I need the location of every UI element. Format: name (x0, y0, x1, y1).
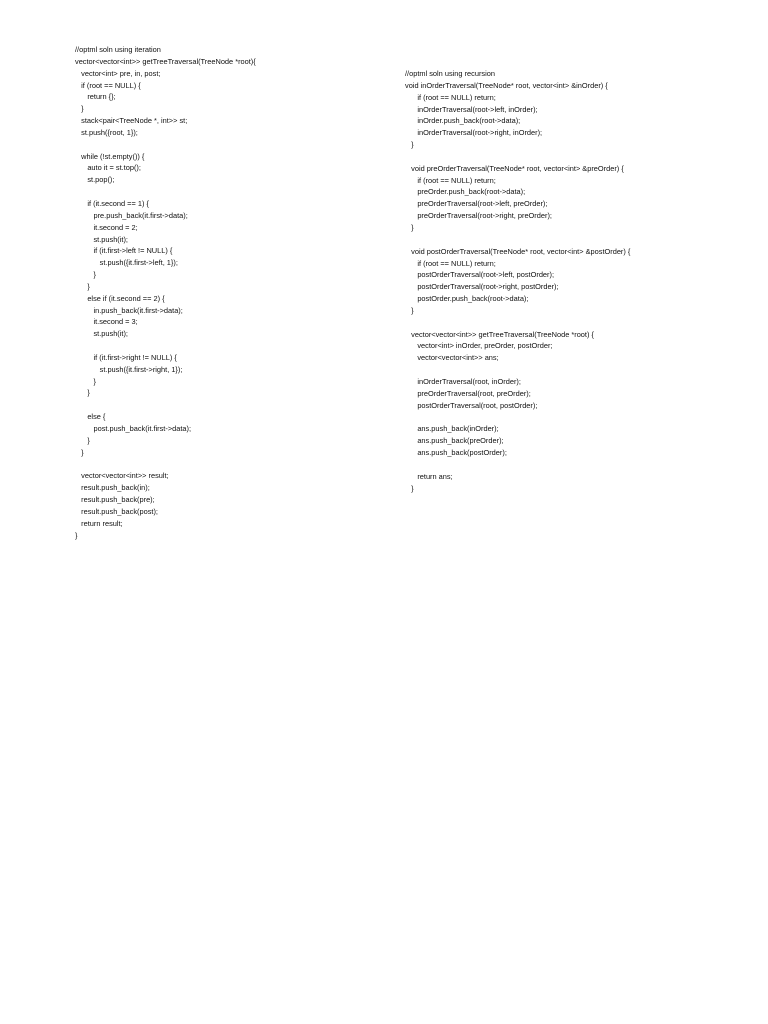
code-line: else if (it.second == 2) { (75, 293, 165, 303)
code-line: //optml soln using recursion (405, 69, 495, 78)
code-line: post.push_back(it.first->data); (75, 424, 192, 433)
code-line: vector<int> inOrder, preOrder, postOrder; (405, 341, 553, 351)
code-line: } (75, 270, 96, 280)
code-line (405, 317, 630, 329)
code-line (405, 411, 630, 423)
code-line (75, 186, 256, 198)
code-line (405, 234, 630, 246)
code-line: vector<vector<int>> getTreeTraversal(TreeNode *root) { (405, 329, 594, 339)
code-line: else { (75, 412, 106, 422)
recursive-code-block (405, 68, 630, 494)
code-line: it.second = 3; (75, 317, 138, 327)
code-line: if (it.first->right != NULL) { (75, 352, 177, 362)
code-line: } (75, 388, 90, 398)
code-line (405, 459, 630, 471)
code-line: it.second = 2; (75, 222, 138, 232)
code-line: preOrderTraversal(root, preOrder); (405, 388, 531, 398)
code-line: vector<vector<int>> ans; (405, 353, 499, 363)
code-line: } (405, 222, 414, 232)
code-line (405, 151, 630, 163)
code-line (75, 340, 256, 352)
code-line: while (!st.empty()) { (75, 151, 145, 161)
code-line: } (405, 140, 414, 150)
code-line (75, 139, 256, 151)
code-line: if (it.second == 1) { (75, 198, 149, 208)
code-line: in.push_back(it.first->data); (75, 305, 183, 315)
code-line: } (75, 281, 90, 291)
code-line: postOrderTraversal(root->left, postOrder); (405, 270, 555, 280)
code-line: ans.push_back(inOrder); (405, 424, 499, 434)
code-line (75, 459, 256, 471)
code-line: } (75, 376, 96, 386)
code-line: inOrderTraversal(root->right, inOrder); (405, 128, 543, 138)
code-line: stack<pair<TreeNode *, int>> st; (75, 116, 188, 126)
code-line: vector<vector<int>> getTreeTraversal(TreeNode *root){ (75, 56, 256, 66)
code-line: st.push(it); (75, 234, 128, 244)
code-line: void postOrderTraversal(TreeNode* root, vector<int> &postOrder) { (405, 246, 631, 256)
code-line: } (75, 104, 84, 114)
code-line: ans.push_back(postOrder); (405, 448, 507, 457)
code-line: if (root == NULL) return; (405, 258, 496, 268)
code-line: st.pop(); (75, 175, 115, 185)
code-line: st.push({root, 1}); (75, 127, 138, 137)
code-line: if (root == NULL) return; (405, 92, 496, 102)
code-line: if (root == NULL) return; (405, 175, 496, 185)
code-line: vector<vector<int>> result; (75, 471, 169, 481)
code-line (405, 364, 630, 376)
code-line: } (75, 435, 90, 445)
code-line: return result; (75, 518, 123, 528)
code-line: preOrder.push_back(root->data); (405, 187, 526, 197)
code-line: } (405, 483, 414, 493)
code-line: } (75, 530, 78, 540)
code-line: postOrderTraversal(root->right, postOrder); (405, 282, 559, 292)
code-line: inOrderTraversal(root, inOrder); (405, 376, 521, 386)
code-line: //optml soln using iteration (75, 45, 161, 54)
iterative-code-block (75, 44, 256, 541)
code-line: inOrderTraversal(root->left, inOrder); (405, 104, 538, 114)
code-line: if (it.first->left != NULL) { (75, 246, 173, 256)
code-line: return {}; (75, 92, 116, 102)
code-line: st.push(it); (75, 329, 128, 339)
code-line: } (405, 305, 414, 315)
code-line: result.push_back(post); (75, 506, 158, 516)
code-line: preOrderTraversal(root->right, preOrder); (405, 211, 552, 221)
code-line: postOrder.push_back(root->data); (405, 294, 529, 304)
code-line (75, 399, 256, 411)
code-line: result.push_back(pre); (75, 495, 155, 505)
code-line: result.push_back(in); (75, 483, 150, 493)
code-line: void preOrderTraversal(TreeNode* root, vector<int> &preOrder) { (405, 163, 624, 173)
code-line: inOrder.push_back(root->data); (405, 116, 521, 126)
code-line: void inOrderTraversal(TreeNode* root, vector<int> &inOrder) { (405, 80, 608, 90)
code-line: st.push({it.first->left, 1}); (75, 258, 178, 268)
code-line: return ans; (405, 471, 453, 481)
code-line: preOrderTraversal(root->left, preOrder); (405, 199, 548, 209)
code-line: if (root == NULL) { (75, 80, 141, 90)
code-line: ans.push_back(preOrder); (405, 436, 504, 446)
code-line: auto it = st.top(); (75, 163, 141, 173)
code-line: st.push({it.first->right, 1}); (75, 364, 183, 374)
code-line: pre.push_back(it.first->data); (75, 210, 188, 220)
code-line: postOrderTraversal(root, postOrder); (405, 400, 538, 410)
code-line: } (75, 447, 84, 457)
code-line: vector<int> pre, in, post; (75, 68, 161, 78)
